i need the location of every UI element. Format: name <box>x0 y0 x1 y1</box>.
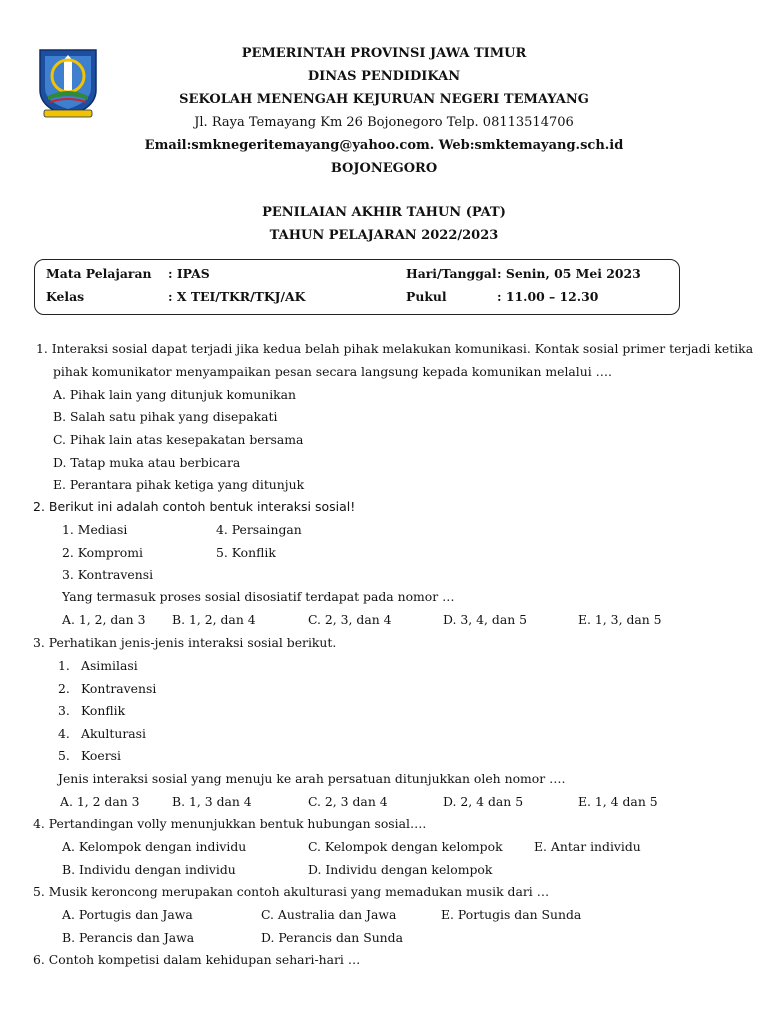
question-2-option-a: A. 1, 2, dan 3 <box>62 612 146 627</box>
header-address: Jl. Raya Temayang Km 26 Bojonegoro Telp. 08113514706 <box>194 115 574 130</box>
question-5-option-d: D. Perancis dan Sunda <box>261 930 403 945</box>
header-government: PEMERINTAH PROVINSI JAWA TIMUR <box>241 46 527 61</box>
question-1-option-e: E. Perantara pihak ketiga yang ditunjuk <box>53 477 305 492</box>
question-3-option-a: A. 1, 2 dan 3 <box>60 794 140 809</box>
header-department: DINAS PENDIDIKAN <box>307 69 461 84</box>
question-3-num-5: 5. <box>58 748 70 763</box>
question-3-item-2: Kontravensi <box>81 681 157 696</box>
question-3-option-d: D. 2, 4 dan 5 <box>443 794 524 809</box>
class-label: Kelas <box>46 289 85 304</box>
question-2-item-1: 1. Mediasi <box>62 522 128 537</box>
question-4-stem: 4. Pertandingan volly menunjukkan bentuk hubungan sosial…. <box>33 816 427 831</box>
question-3-num-3: 3. <box>58 703 70 718</box>
header-city: BOJONEGORO <box>330 161 438 176</box>
question-3-item-1: Asimilasi <box>81 658 138 673</box>
question-4-option-c: C. Kelompok dengan kelompok <box>308 839 503 854</box>
question-3-stem: 3. Perhatikan jenis-jenis interaksi sosial berikut. <box>33 635 337 650</box>
header-school-name: SEKOLAH MENENGAH KEJURUAN NEGERI TEMAYANG <box>179 92 589 107</box>
question-5-option-b: B. Perancis dan Jawa <box>62 930 195 945</box>
exam-title: PENILAIAN AKHIR TAHUN (PAT) <box>262 205 506 220</box>
question-3-option-b: B. 1, 3 dan 4 <box>172 794 252 809</box>
question-2-option-b: B. 1, 2, dan 4 <box>172 612 256 627</box>
question-2-item-4: 4. Persaingan <box>216 522 302 537</box>
question-2-item-2: 2. Kompromi <box>62 545 143 560</box>
question-2-prompt: Yang termasuk proses sosial disosiatif terdapat pada nomor … <box>62 589 455 604</box>
question-4-option-a: A. Kelompok dengan individu <box>62 839 247 854</box>
question-3-num-4: 4. <box>58 726 70 741</box>
question-6-stem: 6. Contoh kompetisi dalam kehidupan sehari-hari … <box>33 952 361 967</box>
time-label: Pukul <box>406 289 447 304</box>
exam-year: TAHUN PELAJARAN 2022/2023 <box>269 228 499 243</box>
question-4-option-e: E. Antar individu <box>534 839 641 854</box>
question-2-option-c: C. 2, 3, dan 4 <box>308 612 392 627</box>
question-1-option-c: C. Pihak lain atas kesepakatan bersama <box>53 432 304 447</box>
question-1-option-a: A. Pihak lain yang ditunjuk komunikan <box>53 387 297 402</box>
question-3-item-5: Koersi <box>81 748 121 763</box>
date-label: Hari/Tanggal <box>406 266 497 281</box>
date-value: : Senin, 05 Mei 2023 <box>497 266 641 281</box>
question-5-option-e: E. Portugis dan Sunda <box>441 907 582 922</box>
time-value: : 11.00 – 12.30 <box>497 289 599 304</box>
class-value: : X TEI/TKR/TKJ/AK <box>168 289 306 304</box>
question-3-option-c: C. 2, 3 dan 4 <box>308 794 388 809</box>
question-2-item-5: 5. Konflik <box>216 545 276 560</box>
header-email-web: Email:smknegeritemayang@yahoo.com. Web:smktemayang.sch.id <box>144 138 624 153</box>
question-2-item-3: 3. Kontravensi <box>62 567 154 582</box>
question-1-line-1: 1. Interaksi sosial dapat terjadi jika kedua belah pihak melakukan komunikasi. Kontak sosial primer terjadi ketika <box>36 341 754 356</box>
subject-value: : IPAS <box>168 266 210 281</box>
question-4-option-d: D. Individu dengan kelompok <box>308 862 493 877</box>
question-5-option-a: A. Portugis dan Jawa <box>62 907 193 922</box>
question-2-stem: 2. Berikut ini adalah contoh bentuk interaksi sosial! <box>33 499 356 514</box>
question-3-item-3: Konflik <box>81 703 126 718</box>
question-2-option-e: E. 1, 3, dan 5 <box>578 612 662 627</box>
question-2-option-d: D. 3, 4, dan 5 <box>443 612 528 627</box>
question-3-prompt: Jenis interaksi sosial yang menuju ke arah persatuan ditunjukkan oleh nomor …. <box>58 771 566 786</box>
question-1-option-b: B. Salah satu pihak yang disepakati <box>53 409 278 424</box>
question-1-line-2: pihak komunikator menyampaikan pesan secara langsung kepada komunikan melalui …. <box>53 364 612 379</box>
question-3-item-4: Akulturasi <box>81 726 146 741</box>
question-4-option-b: B. Individu dengan individu <box>62 862 236 877</box>
question-5-option-c: C. Australia dan Jawa <box>261 907 397 922</box>
question-3-num-2: 2. <box>58 681 70 696</box>
question-3-option-e: E. 1, 4 dan 5 <box>578 794 658 809</box>
question-5-stem: 5. Musik keroncong merupakan contoh akulturasi yang memadukan musik dari … <box>33 884 550 899</box>
subject-label: Mata Pelajaran <box>46 266 152 281</box>
question-3-num-1: 1. <box>58 658 70 673</box>
question-1-option-d: D. Tatap muka atau berbicara <box>53 455 241 470</box>
